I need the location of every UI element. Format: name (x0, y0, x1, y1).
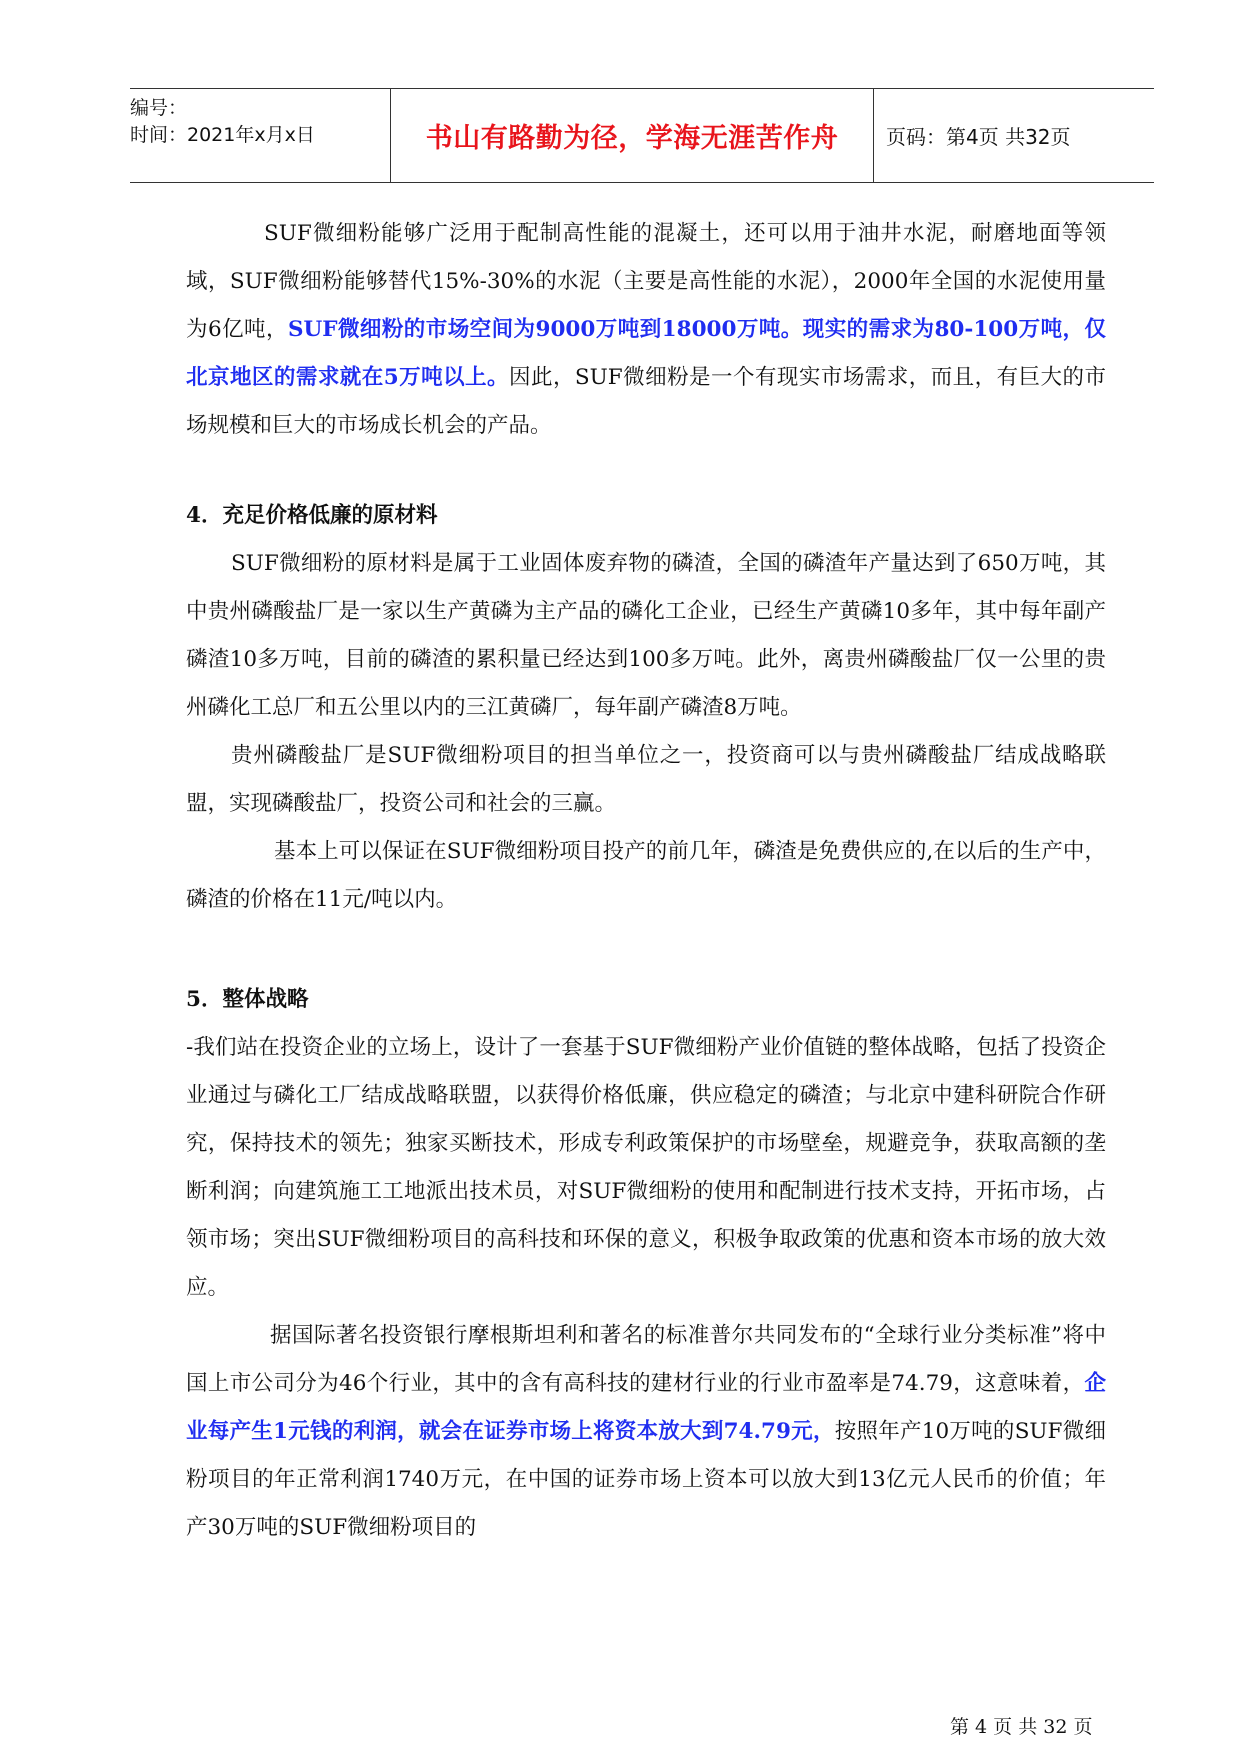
page-header (130, 88, 1154, 183)
section-heading-5: 5．整体战略 (186, 987, 309, 1012)
paragraph-text: 按照年产10万吨的SUF微细粉项目的年正常利润1740万元，在中国的证券市场上资本可以放大到13亿元人民币的价值；年产30万吨的SUF微细粉项目的 (186, 1419, 1106, 1540)
paragraph-text: 据国际著名投资银行摩根斯坦利和著名的标准普尔共同发布的“全球行业分类标准”将中国上市公司分为46个行业，其中的含有高科技的建材行业的行业市盈率是74.79，这意味着， (186, 1323, 1106, 1396)
paragraph-raw-material: SUF微细粉的原材料是属于工业固体废弃物的磷渣，全国的磷渣年产量达到了650万吨，其中贵州磷酸盐厂是一家以生产黄磷为主产品的磷化工企业，已经生产黄磷10多年，其中每年副产磷渣10多万吨，目前的磷渣的累积量已经达到100多万吨。此外，离贵州磷酸盐厂仅一公里的贵州磷化工总厂和五公里以内的三江黄磷厂，每年副产磷渣8万吨。 (186, 551, 1106, 720)
paragraph-price: 基本上可以保证在SUF微细粉项目投产的前几年，磷渣是免费供应的,在以后的生产中，磷渣的价格在11元/吨以内。 (186, 839, 1106, 912)
document-number-label: 编号： (130, 97, 188, 119)
header-motto: 书山有路勤为径，学海无涯苦作舟 (390, 89, 874, 182)
section-heading-4: 4．充足价格低廉的原材料 (186, 503, 438, 528)
paragraph-text: SUF微细粉能够广泛用于配制高性能的混凝土，还可以用于油井水泥，耐磨地面等领域，SUF微细粉能够替代15%-30%的水泥（主要是高性能的水泥），2000年全国的水泥使用量为6亿吨， (186, 221, 1106, 342)
paragraph-market (186, 210, 1106, 450)
header-page-number: 页码：第4页 共32页 (886, 125, 1071, 149)
highlight-text: 企业每产生1元钱的利润，就会在证券市场上将资本放大到74.79元， (186, 1371, 1106, 1444)
header-meta (130, 89, 390, 182)
paragraph-alliance: 贵州磷酸盐厂是SUF微细粉项目的担当单位之一，投资商可以与贵州磷酸盐厂结成战略联盟，实现磷酸盐厂，投资公司和社会的三赢。 (186, 743, 1106, 816)
document-date: 时间：2021年x月x日 (130, 124, 315, 146)
paragraph-capital (186, 1312, 1106, 1552)
document-body (186, 210, 1106, 1552)
page-footer: 第 4 页 共 32 页 (950, 1716, 1093, 1738)
paragraph-text: 因此，SUF微细粉是一个有现实市场需求，而且，有巨大的市场规模和巨大的市场成长机会的产品。 (186, 365, 1106, 438)
paragraph-strategy: -我们站在投资企业的立场上，设计了一套基于SUF微细粉产业价值链的整体战略，包括了投资企业通过与磷化工厂结成战略联盟，以获得价格低廉，供应稳定的磷渣；与北京中建科研院合作研究，保持技术的领先；独家买断技术，形成专利政策保护的市场壁垒，规避竞争，获取高额的垄断利润；向建筑施工工地派出技术员，对SUF微细粉的使用和配制进行技术支持，开拓市场，占领市场；突出SUF微细粉项目的高科技和环保的意义，积极争取政策的优惠和资本市场的放大效应。 (186, 1035, 1106, 1300)
highlight-text: SUF微细粉的市场空间为9000万吨到18000万吨。现实的需求为80-100万吨，仅北京地区的需求就在5万吨以上。 (186, 317, 1107, 390)
